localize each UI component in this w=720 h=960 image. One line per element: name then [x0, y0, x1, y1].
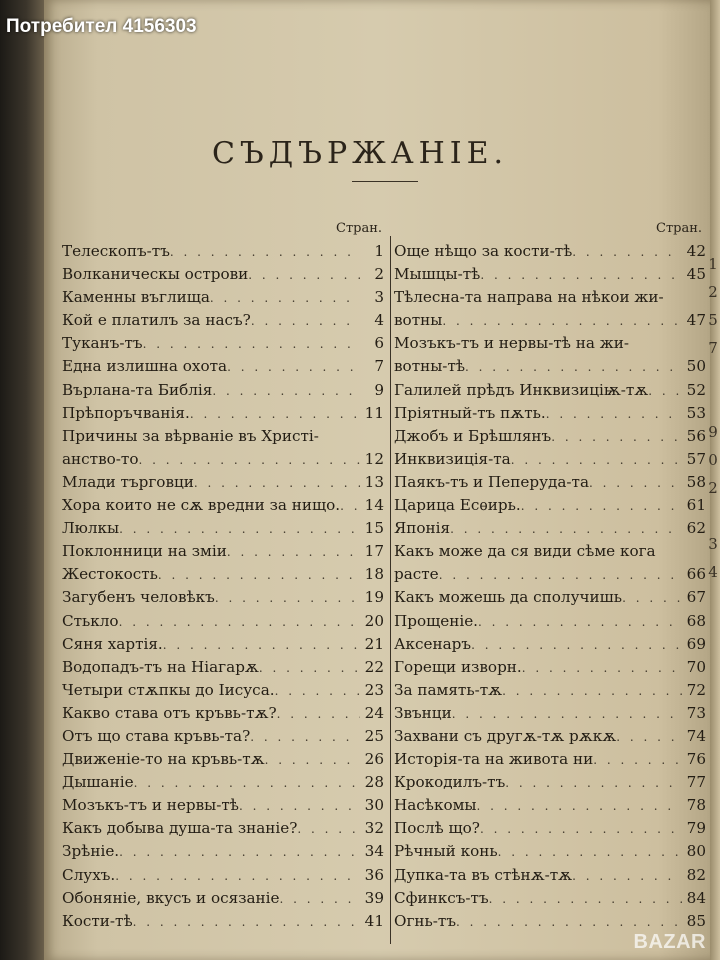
toc-entry-page: 77	[686, 773, 706, 792]
toc-entry-page: 19	[364, 588, 384, 607]
toc-entry	[62, 448, 384, 471]
toc-leader-dots	[134, 772, 360, 795]
toc-entry-page: 62	[686, 519, 706, 538]
toc-entry	[62, 610, 384, 633]
toc-leader-dots	[340, 495, 360, 518]
toc-entry-title: Мышцы-тѣ	[394, 265, 481, 284]
toc-entry	[394, 517, 706, 540]
toc-entry-title: Какво става отъ кръвь-тѫ?	[62, 703, 277, 722]
toc-leader-dots	[115, 865, 360, 888]
toc-entry-title: Горещи изворн.	[394, 657, 522, 676]
toc-entry-title: Слухъ.	[62, 865, 116, 884]
toc-entry-title: Царица Есѳирь.	[394, 496, 521, 515]
toc-entry	[62, 586, 384, 609]
toc-entry-page: 17	[364, 542, 384, 561]
toc-leader-dots	[248, 264, 360, 287]
toc-entry-title: Послѣ що?	[394, 819, 480, 838]
toc-entry-page: 11	[364, 403, 384, 422]
toc-entry-page: 58	[686, 472, 706, 491]
toc-entry-title: Тѣлесна-та направа на нѣкои жи-	[394, 288, 664, 307]
toc-leader-dots	[119, 611, 360, 634]
toc-entry	[62, 840, 384, 863]
toc-entry	[394, 286, 706, 309]
toc-entry-title: За память-тѫ	[394, 680, 503, 699]
page-title: СЪДЪРЖАНIЕ.	[211, 136, 509, 172]
toc-entry-title: Люлкы	[62, 519, 120, 538]
toc-entry-title: Японiя	[394, 519, 451, 538]
toc-entry-title: Сфинксъ-тъ	[394, 888, 489, 907]
toc-entry-page: 41	[364, 911, 384, 930]
toc-entry-page: 20	[364, 611, 384, 630]
toc-entry	[62, 240, 384, 263]
toc-entry	[62, 402, 384, 425]
toc-entry-page: 84	[686, 888, 706, 907]
toc-entry-page: 70	[686, 657, 706, 676]
toc-entry	[394, 355, 706, 378]
toc-leader-dots	[480, 264, 682, 287]
toc-entry	[394, 425, 706, 448]
toc-leader-dots	[280, 888, 360, 911]
uploader-watermark: Потребител 4156303	[6, 16, 197, 37]
toc-leader-dots	[138, 449, 360, 472]
toc-entry-page: 52	[686, 380, 706, 399]
toc-entry-title: Туканъ-тъ	[62, 334, 143, 353]
title-divider	[352, 181, 418, 182]
toc-entry-page: 69	[686, 634, 706, 653]
toc-entry-page: 78	[686, 796, 706, 815]
toc-leader-dots	[572, 241, 682, 264]
right-column-page-label: Стран.	[656, 221, 703, 236]
toc-entry	[394, 263, 706, 286]
toc-leader-dots	[439, 564, 682, 587]
toc-entry	[394, 379, 706, 402]
toc-leader-dots	[471, 634, 682, 657]
toc-entry-page: 22	[364, 657, 384, 676]
toc-entry-title: Мозъкъ-тъ и нервы-тѣ на жи-	[394, 334, 629, 353]
toc-entry-title: Една излишна охота	[62, 357, 228, 376]
left-column-page-label: Стран.	[336, 221, 383, 236]
toc-entry	[62, 910, 384, 933]
toc-entry-title: Насѣкомы	[394, 796, 477, 815]
toc-entry-page: 15	[364, 519, 384, 538]
toc-entry-title: вотны-тѣ	[394, 357, 465, 376]
toc-entry-title: Отъ що става кръвь-та?	[62, 726, 251, 745]
toc-entry	[62, 817, 384, 840]
toc-entry-page: 3	[374, 288, 384, 307]
toc-entry-page: 76	[686, 750, 706, 769]
toc-entry-title: Рѣчный конь	[394, 842, 498, 861]
toc-entry-page: 39	[364, 888, 384, 907]
toc-entry	[62, 355, 384, 378]
toc-entry	[62, 517, 384, 540]
right-contents-column	[394, 240, 706, 933]
toc-entry	[62, 563, 384, 586]
toc-leader-dots	[546, 403, 682, 426]
toc-entry-title: Мозъкъ-тъ и нервы-тѣ	[62, 796, 239, 815]
toc-entry-title: Загубенъ человѣкъ	[62, 588, 215, 607]
toc-entry-page: 34	[364, 842, 384, 861]
toc-leader-dots	[522, 657, 682, 680]
left-contents-column	[62, 240, 384, 933]
toc-entry-title: Захвани съ другѫ-тѫ рѫкѫ	[394, 726, 617, 745]
toc-leader-dots	[251, 310, 360, 333]
toc-entry	[394, 633, 706, 656]
toc-leader-dots	[297, 818, 360, 841]
toc-entry	[394, 817, 706, 840]
toc-entry	[394, 748, 706, 771]
toc-leader-dots	[119, 518, 360, 541]
toc-leader-dots	[250, 726, 360, 749]
bazar-logo: BAZAR	[633, 931, 706, 953]
toc-entry-title: Огнь-тъ	[394, 911, 456, 930]
toc-entry	[394, 563, 706, 586]
toc-entry-title: Какъ можешь да сполучишь	[394, 588, 623, 607]
toc-entry	[62, 748, 384, 771]
toc-entry-title: Крокодилъ-тъ	[394, 773, 506, 792]
toc-entry-title: Причины за вѣрванiе въ Христi-	[62, 426, 319, 445]
toc-entry-title: Върлана-та Библiя	[62, 380, 213, 399]
toc-entry	[394, 332, 706, 355]
toc-entry-title: Галилей прѣдъ Инквизицiѭ-тѫ	[394, 380, 649, 399]
toc-leader-dots	[239, 795, 360, 818]
toc-leader-dots	[498, 841, 682, 864]
toc-entry-title: Прощенiе.	[394, 611, 479, 630]
toc-leader-dots	[589, 472, 682, 495]
toc-leader-dots	[212, 380, 360, 403]
toc-leader-dots	[442, 310, 682, 333]
toc-leader-dots	[143, 333, 360, 356]
toc-entry	[62, 771, 384, 794]
toc-leader-dots	[452, 703, 682, 726]
toc-entry-page: 18	[364, 565, 384, 584]
toc-entry-page: 61	[686, 496, 706, 515]
toc-entry-page: 12	[364, 449, 384, 468]
toc-entry	[62, 332, 384, 355]
toc-entry	[62, 725, 384, 748]
toc-entry	[394, 656, 706, 679]
toc-entry	[62, 286, 384, 309]
toc-leader-dots	[190, 403, 360, 426]
toc-leader-dots	[616, 726, 682, 749]
toc-leader-dots	[275, 680, 360, 703]
toc-entry	[394, 540, 706, 563]
toc-entry	[394, 494, 706, 517]
toc-entry-page: 32	[364, 819, 384, 838]
column-divider	[390, 236, 391, 944]
toc-entry-title: Дышанiе	[62, 773, 134, 792]
toc-entry-page: 45	[686, 265, 706, 284]
toc-entry-page: 85	[686, 911, 706, 930]
toc-entry-page: 2	[374, 265, 384, 284]
toc-entry	[62, 702, 384, 725]
toc-leader-dots	[265, 749, 360, 772]
toc-entry-page: 79	[686, 819, 706, 838]
toc-entry	[394, 448, 706, 471]
toc-leader-dots	[194, 472, 360, 495]
toc-entry	[394, 679, 706, 702]
toc-entry	[394, 402, 706, 425]
toc-entry	[394, 586, 706, 609]
toc-leader-dots	[505, 772, 682, 795]
toc-entry	[62, 887, 384, 910]
toc-entry	[394, 610, 706, 633]
toc-entry-page: 9	[374, 380, 384, 399]
toc-entry-title: Движенiе-то на кръвь-тѫ	[62, 750, 265, 769]
toc-entry-title: Кой е платилъ за насъ?	[62, 311, 251, 330]
toc-entry-page: 53	[686, 403, 706, 422]
toc-entry-title: Инквизицiя-та	[394, 449, 511, 468]
toc-leader-dots	[277, 703, 360, 726]
toc-entry	[62, 494, 384, 517]
toc-entry-page: 73	[686, 703, 706, 722]
toc-entry	[62, 379, 384, 402]
toc-entry-page: 67	[686, 588, 706, 607]
toc-entry-page: 50	[686, 357, 706, 376]
toc-leader-dots	[502, 680, 682, 703]
toc-leader-dots	[477, 795, 682, 818]
toc-leader-dots	[511, 449, 682, 472]
toc-entry	[62, 794, 384, 817]
toc-entry-page: 4	[374, 311, 384, 330]
toc-entry	[62, 656, 384, 679]
toc-entry	[62, 864, 384, 887]
toc-entry-title: Четыри стѫпкы до Iисуса.	[62, 680, 275, 699]
toc-entry-title: анство-то	[62, 449, 139, 468]
toc-leader-dots	[119, 841, 360, 864]
toc-leader-dots	[593, 749, 682, 772]
toc-leader-dots	[210, 287, 360, 310]
toc-entry	[394, 910, 706, 933]
toc-leader-dots	[450, 518, 682, 541]
toc-leader-dots	[572, 865, 682, 888]
toc-leader-dots	[465, 356, 682, 379]
toc-entry-page: 42	[686, 242, 706, 260]
toc-entry-page: 30	[364, 796, 384, 815]
toc-entry	[62, 425, 384, 448]
toc-entry-page: 23	[364, 680, 384, 699]
toc-leader-dots	[163, 634, 360, 657]
toc-entry-title: Прѣпоръчванiя.	[62, 403, 190, 422]
toc-entry	[394, 771, 706, 794]
toc-entry-page: 47	[686, 311, 706, 330]
toc-leader-dots	[648, 380, 682, 403]
toc-entry-title: Какъ може да ся види сѣме кога	[394, 542, 656, 561]
toc-leader-dots	[259, 657, 360, 680]
toc-entry-title: Водопадъ-тъ на Нiагарѫ	[62, 657, 259, 676]
toc-entry-title: Каменны въглища	[62, 288, 210, 307]
toc-entry-page: 6	[374, 334, 384, 353]
toc-entry-title: Паякъ-тъ и Пеперуда-та	[394, 472, 590, 491]
toc-entry	[394, 840, 706, 863]
toc-leader-dots	[551, 426, 682, 449]
next-page-margin-digits: 1 2 5 7 9 0 2 3 4	[708, 255, 718, 581]
toc-leader-dots	[489, 888, 682, 911]
toc-entry-page: 24	[364, 703, 384, 722]
toc-entry-title: Волканическы острови	[62, 265, 249, 284]
toc-leader-dots	[622, 587, 682, 610]
toc-entry-title: расте	[394, 565, 439, 584]
toc-entry	[62, 471, 384, 494]
toc-entry-title: Стькло	[62, 611, 119, 630]
toc-entry-title: Какъ добыва душа-та знанiе?	[62, 819, 298, 838]
toc-entry	[394, 471, 706, 494]
toc-entry	[394, 864, 706, 887]
toc-entry-title: Кости-тѣ	[62, 911, 133, 930]
toc-leader-dots	[170, 241, 360, 264]
toc-leader-dots	[478, 611, 682, 634]
toc-entry-title: Зрѣнiе.	[62, 842, 120, 861]
toc-leader-dots	[521, 495, 682, 518]
toc-entry-page: 56	[686, 426, 706, 445]
toc-entry	[62, 263, 384, 286]
toc-entry-page: 1	[374, 242, 384, 260]
toc-entry	[394, 702, 706, 725]
toc-leader-dots	[480, 818, 682, 841]
toc-entry-title: Прiятный-тъ пѫть.	[394, 403, 546, 422]
toc-entry-title: Хора които не сѫ вредни за нищо.	[62, 496, 341, 515]
toc-entry-page: 57	[686, 449, 706, 468]
toc-entry-title: Млади търговци	[62, 472, 194, 491]
toc-entry	[394, 309, 706, 332]
toc-leader-dots	[158, 564, 360, 587]
toc-entry-title: Поклонници на змiи	[62, 542, 227, 561]
toc-entry	[394, 887, 706, 910]
toc-entry-title: Още нѣщо за кости-тѣ	[394, 242, 573, 260]
toc-entry-page: 74	[686, 726, 706, 745]
toc-entry-page: 13	[364, 472, 384, 491]
toc-entry-title: Аксенаръ	[394, 634, 472, 653]
toc-entry-page: 72	[686, 680, 706, 699]
toc-entry-page: 7	[374, 357, 384, 376]
toc-entry-page: 28	[364, 773, 384, 792]
toc-entry	[394, 794, 706, 817]
toc-entry	[394, 725, 706, 748]
toc-entry-title: Звънци	[394, 703, 452, 722]
toc-entry	[62, 633, 384, 656]
toc-entry-page: 82	[686, 865, 706, 884]
toc-leader-dots	[227, 356, 360, 379]
toc-entry	[62, 309, 384, 332]
toc-leader-dots	[227, 541, 360, 564]
toc-entry-page: 25	[364, 726, 384, 745]
toc-entry	[62, 540, 384, 563]
toc-leader-dots	[215, 587, 360, 610]
toc-entry-page: 80	[686, 842, 706, 861]
toc-entry-page: 66	[686, 565, 706, 584]
toc-entry-title: Джобъ и Брѣшлянъ	[394, 426, 552, 445]
toc-entry-title: Телескопъ-тъ	[62, 242, 170, 260]
toc-entry-page: 21	[364, 634, 384, 653]
toc-entry-page: 36	[364, 865, 384, 884]
toc-entry-title: вотны	[394, 311, 443, 330]
toc-leader-dots	[133, 911, 360, 934]
toc-entry-title: Обонянiе, вкусъ и осязанiе	[62, 888, 280, 907]
toc-entry-page: 68	[686, 611, 706, 630]
toc-entry-title: Дупка-та въ стѣнѫ-тѫ	[394, 865, 573, 884]
toc-entry	[394, 240, 706, 263]
toc-entry-title: Сяня хартiя.	[62, 634, 163, 653]
toc-entry-page: 14	[364, 496, 384, 515]
toc-entry-page: 26	[364, 750, 384, 769]
toc-entry	[62, 679, 384, 702]
toc-entry-title: Исторiя-та на живота ни	[394, 750, 594, 769]
toc-entry-title: Жестокость	[62, 565, 158, 584]
